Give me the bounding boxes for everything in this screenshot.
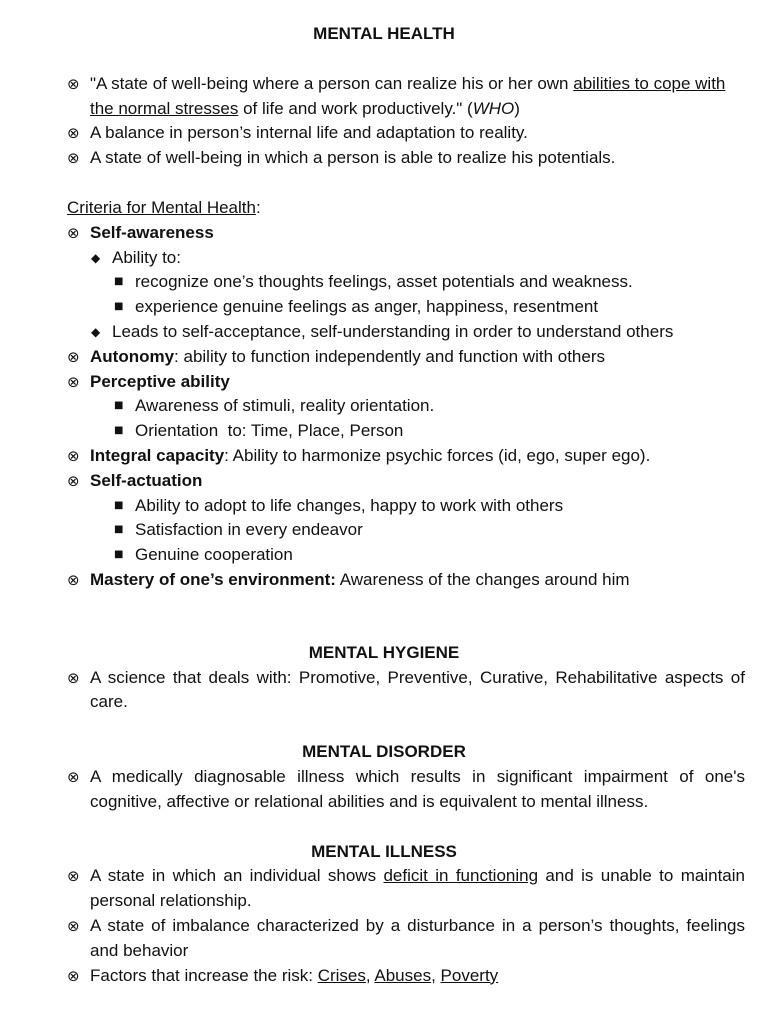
sub-sub-item [67,394,745,419]
sub-sub-item-text: Orientation to: Time, Place, Person [135,421,404,441]
definition-item [67,666,745,716]
risk-factors-label: Factors that increase the risk: [90,965,318,985]
circled-times-icon: ⊗ [67,668,80,687]
definition-text: A science that deals with: Promotive, Preventive, Curative, Rehabilitative aspects of care. [90,667,745,712]
risk-factors-item [67,964,745,989]
underlined-phrase: abilities to cope with the normal stresses [90,73,726,118]
spacer [67,593,745,641]
definition-text: and is unable to maintain personal relationship. [90,866,745,911]
circled-times-icon: ⊗ [67,471,80,490]
mental-illness-title: MENTAL ILLNESS [311,841,457,861]
criterion-title: Autonomy [90,346,175,366]
criterion-autonomy [67,345,745,370]
square-bullet-icon: ■ [114,499,124,511]
criterion-mastery [67,568,745,593]
square-bullet-icon: ■ [114,400,124,412]
sub-sub-item-text: recognize one’s thoughts feelings, asset potentials and weakness. [135,272,633,292]
sub-item-text: Ability to: [112,247,181,267]
separator: , [365,965,375,985]
sub-sub-item-text: Awareness of stimuli, reality orientation. [135,396,435,416]
risk-factor: Abuses [374,965,432,985]
definition-text: A state of imbalance characterized by a disturbance in a person’s thoughts, feelings and behavior [90,915,745,960]
definition-text: ) [514,98,520,118]
criterion-text: : Ability to harmonize psychic forces (id, ego, super ego). [224,445,651,465]
criterion-text: Awareness of the changes around him [335,569,630,589]
spacer [67,815,745,840]
circled-times-icon: ⊗ [67,223,80,242]
square-bullet-icon: ■ [114,549,124,561]
sub-sub-item [67,518,745,543]
criteria-label: Criteria for Mental Health [67,197,256,217]
definition-text: A balance in person’s internal life and adaptation to reality. [90,123,528,143]
underlined-phrase: deficit in functioning [383,866,539,886]
circled-times-icon: ⊗ [67,372,80,391]
square-bullet-icon: ■ [114,425,124,437]
mental-hygiene-title: MENTAL HYGIENE [308,642,460,662]
sub-sub-item-text: Ability to adopt to life changes, happy to work with others [135,495,564,515]
sub-item-text: Leads to self-acceptance, self-understanding in order to understand others [112,321,674,341]
sub-sub-item [67,494,745,519]
criterion-text: : ability to function independently and function with others [174,346,605,366]
circled-times-icon: ⊗ [67,916,80,935]
sub-item [67,246,745,271]
diamond-bullet-icon: ◆ [91,324,101,339]
definition-text: of life and work productively." ( [238,98,473,118]
criterion-title: Mastery of one’s environment: [90,569,336,589]
circled-times-icon: ⊗ [67,124,80,143]
sub-sub-item-text: Satisfaction in every endeavor [135,520,363,540]
criteria-heading [67,196,745,221]
separator: , [431,965,441,985]
sub-sub-item-text: experience genuine feelings as anger, happiness, resentment [135,297,599,317]
sub-sub-item [67,270,745,295]
sub-sub-item [67,419,745,444]
circled-times-icon: ⊗ [67,347,80,366]
definition-text: A medically diagnosable illness which results in significant impairment of one's cognitive, affective or relational abilities and is equivalent to mental illness. [90,766,745,811]
sub-sub-item [67,295,745,320]
mental-disorder-title: MENTAL DISORDER [302,742,466,762]
square-bullet-icon: ■ [114,276,124,288]
definition-text: A state in which an individual shows [90,866,384,886]
definition-item [67,765,745,815]
who-citation: WHO [472,98,515,118]
sub-item [67,320,745,345]
square-bullet-icon: ■ [114,524,124,536]
spacer [67,715,745,740]
circled-times-icon: ⊗ [67,74,80,93]
definition-item [67,864,745,914]
definition-item [67,121,745,146]
circled-times-icon: ⊗ [67,966,80,985]
risk-factor: Poverty [440,965,499,985]
definition-item [67,72,745,122]
criterion-title: Self-awareness [90,222,214,242]
risk-factor: Crises [317,965,366,985]
criterion-title: Self-actuation [90,470,203,490]
circled-times-icon: ⊗ [67,446,80,465]
criterion-integral-capacity [67,444,745,469]
definition-item [67,914,745,964]
spacer [67,171,745,196]
mental-health-title: MENTAL HEALTH [313,24,455,43]
sub-sub-item [67,543,745,568]
definition-item [67,146,745,171]
criterion-title: Integral capacity [90,445,225,465]
definition-text: "A state of well-being where a person can realize his or her own [90,73,574,93]
criterion-perceptive-ability [67,370,745,395]
square-bullet-icon: ■ [114,301,124,313]
circled-times-icon: ⊗ [67,867,80,886]
criterion-self-actuation [67,469,745,494]
circled-times-icon: ⊗ [67,149,80,168]
definition-text: A state of well-being in which a person is able to realize his potentials. [90,148,616,168]
circled-times-icon: ⊗ [67,767,80,786]
criterion-title: Perceptive ability [90,371,230,391]
circled-times-icon: ⊗ [67,570,80,589]
criteria-colon: : [255,197,261,217]
diamond-bullet-icon: ◆ [91,250,101,265]
sub-sub-item-text: Genuine cooperation [135,545,293,565]
criterion-self-awareness [67,221,745,246]
